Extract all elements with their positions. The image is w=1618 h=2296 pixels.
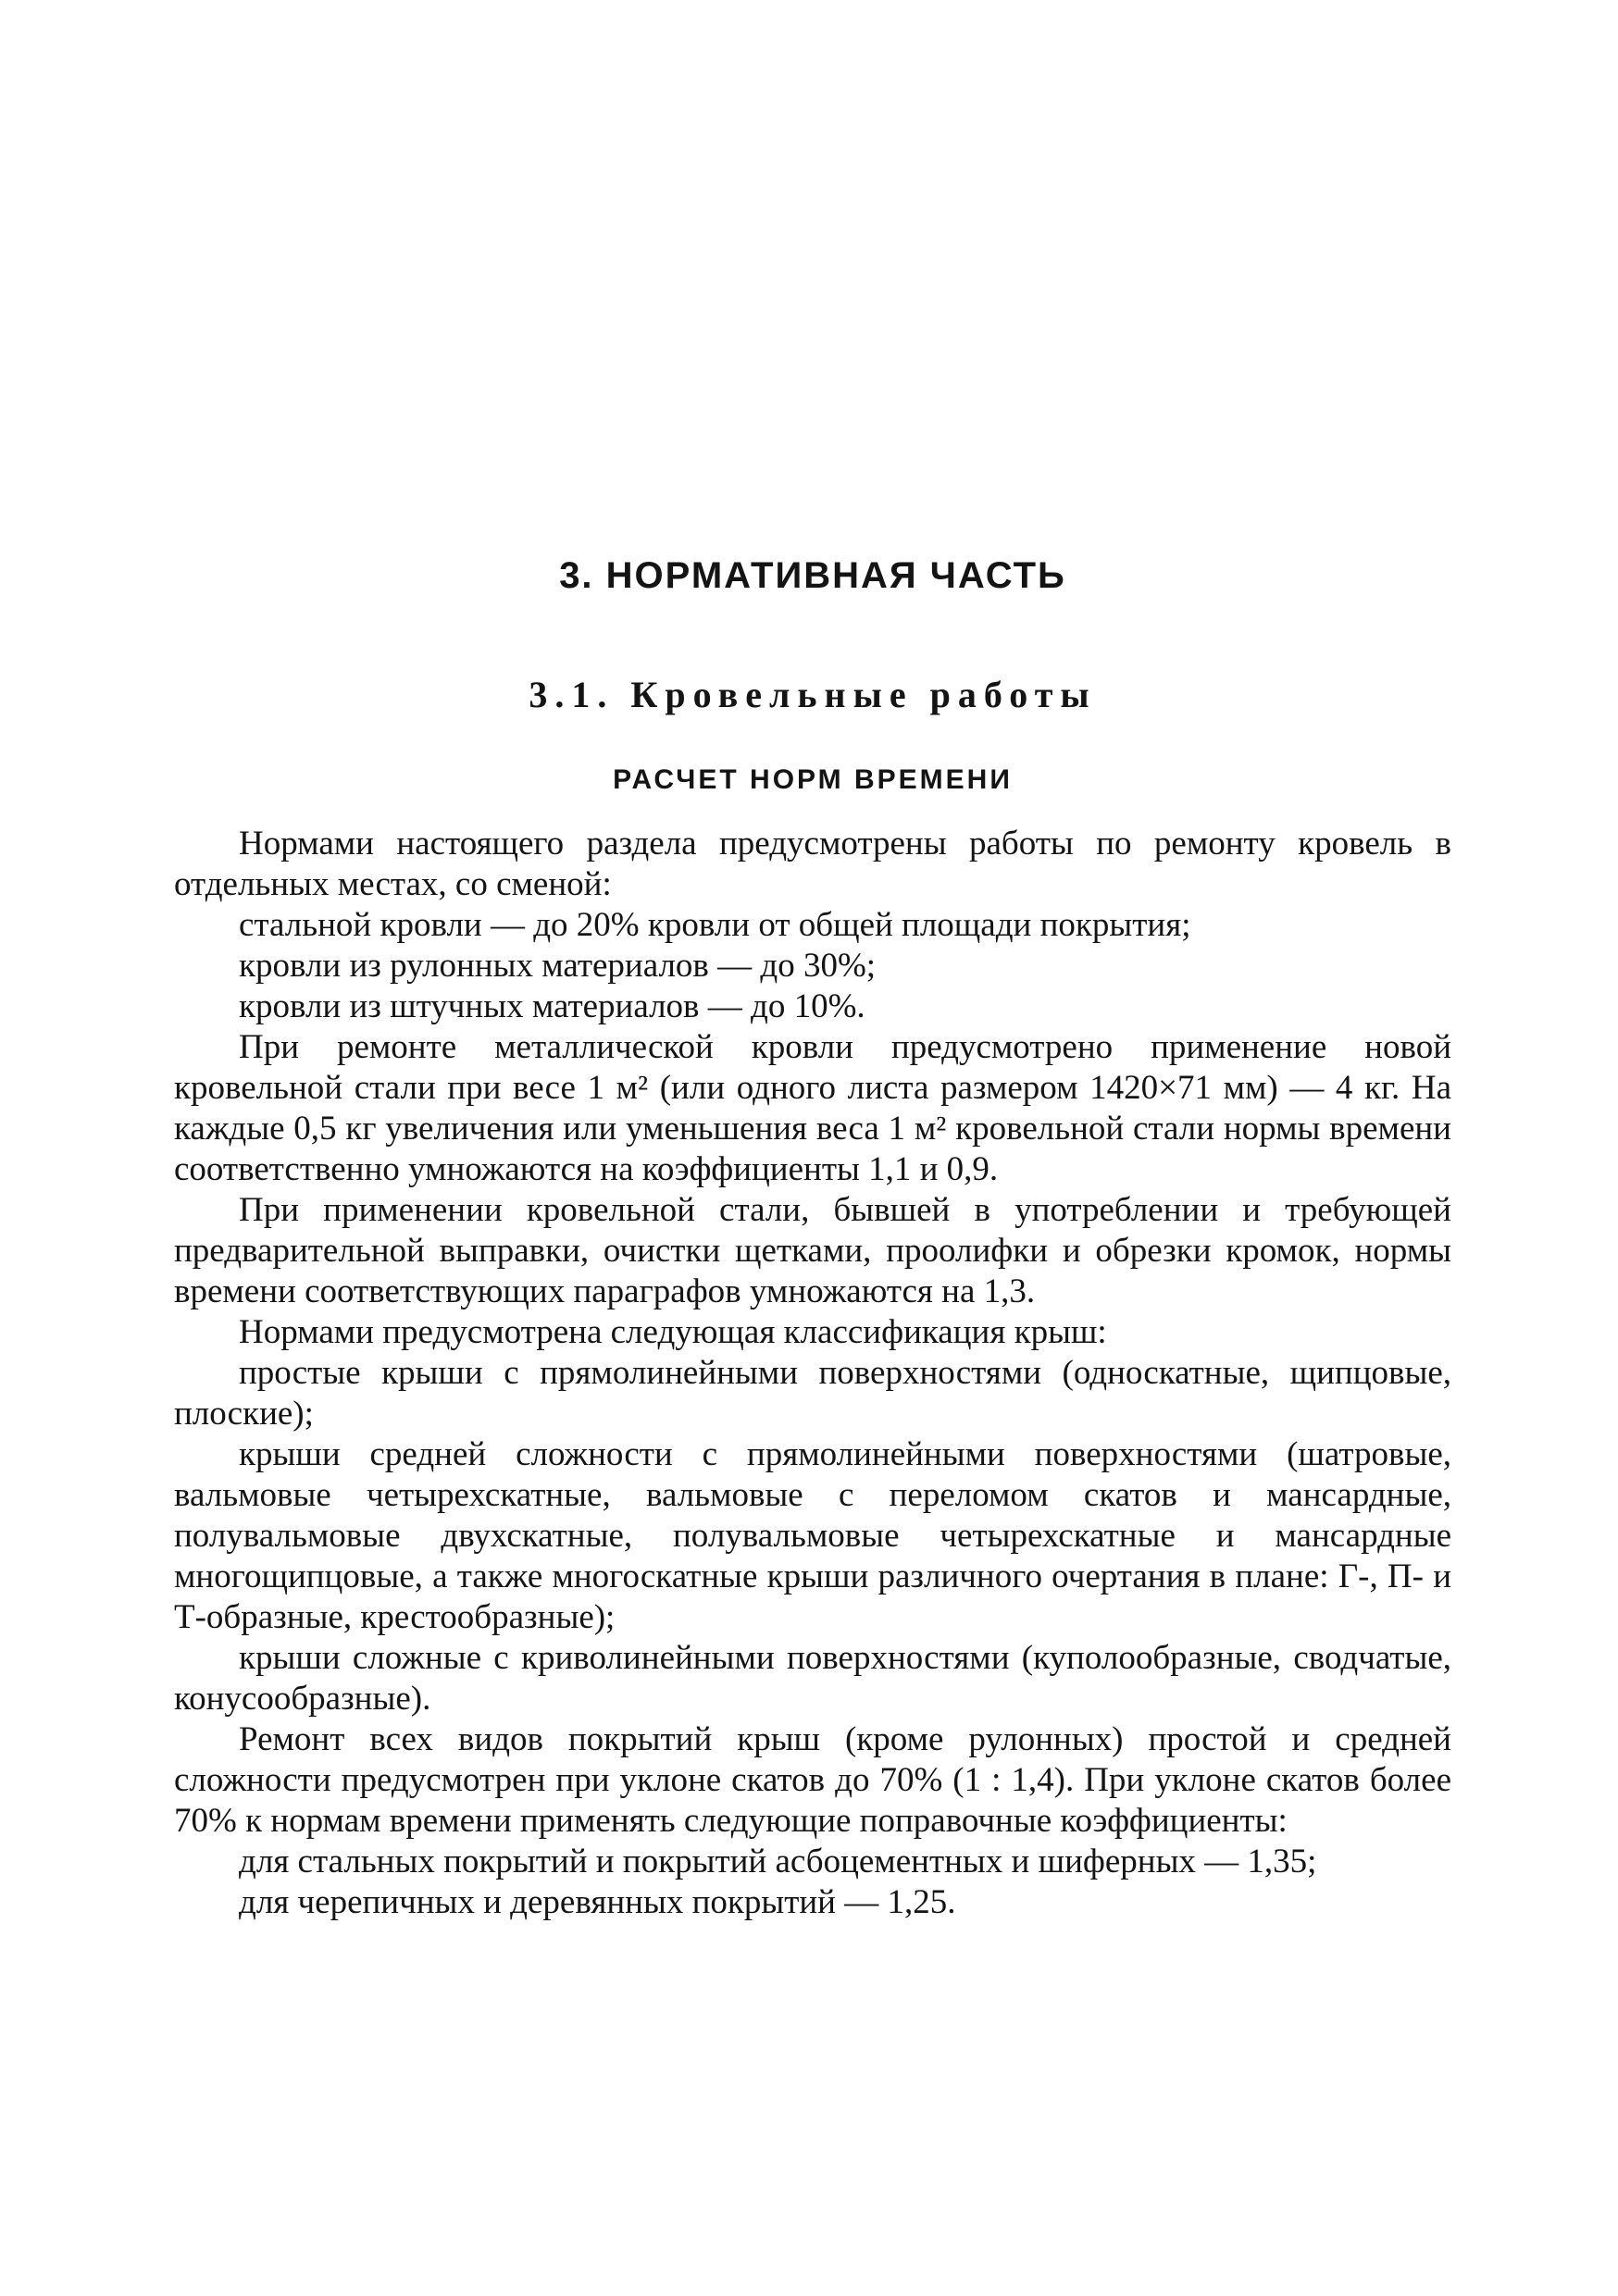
paragraph-classification: Нормами предусмотрена следующая классификация крыш: <box>239 1313 1107 1351</box>
paragraph-complex-roofs: крыши сложные с криволинейными поверхностями (куполообразные, сводчатые, конусообразные). <box>174 1639 1451 1718</box>
paragraph-medium-roofs: крыши средней сложности с прямолинейными поверхностями (шатровые, вальмовые четырехскатные, вальмовые с переломом скатов и мансардные, полувальмовые двухскатные, полувальмовые четырехскатные и мансардные многощипцовые, а также многоскатные крыши различного очертания в плане: Г-, П- и Т-образные, крестообразные); <box>174 1435 1451 1636</box>
subsection-title: 3.1. Кровельные работы <box>529 674 1097 715</box>
paragraph-coef-tile: для черепичных и деревянных покрытий — 1,25. <box>239 1883 956 1921</box>
heading-time-norms: РАСЧЕТ НОРМ ВРЕМЕНИ <box>613 764 1013 795</box>
document-page <box>174 555 1451 1923</box>
section-title: 3. НОРМАТИВНАЯ ЧАСТЬ <box>559 555 1066 596</box>
paragraph-steel-roof: стальной кровли — до 20% кровли от общей площади покрытия; <box>239 906 1191 944</box>
paragraph-simple-roofs: простые крыши с прямолинейными поверхностями (односкатные, щипцовые, плоские); <box>174 1354 1451 1433</box>
paragraph-intro: Нормами настоящего раздела предусмотрены работы по ремонту кровель в отдельных местах, со сменой: <box>174 825 1451 903</box>
paragraph-metal-repair: При ремонте металлической кровли предусмотрено применение новой кровельной стали при весе 1 м² (или одного листа размером 1420×71 мм) — 4 кг. На каждые 0,5 кг увеличения или уменьшения веса 1 м² кровельной стали нормы времени соответственно умножаются на коэффициенты 1,1 и 0,9. <box>174 1028 1451 1188</box>
paragraph-slope: Ремонт всех видов покрытий крыш (кроме рулонных) простой и средней сложности предусмотрен при уклоне скатов до 70% (1 : 1,4). При уклоне скатов более 70% к нормам времени применять следующие поправочные коэффициенты: <box>174 1720 1451 1840</box>
paragraph-used-steel: При применении кровельной стали, бывшей в употреблении и требующей предварительной выправки, очистки щетками, проолифки и обрезки кромок, нормы времени соответствующих параграфов умножаются на 1,3. <box>174 1191 1451 1310</box>
paragraph-piece-roof: кровли из штучных материалов — до 10%. <box>239 987 865 1025</box>
paragraph-rolled-roof: кровли из рулонных материалов — до 30%; <box>239 947 877 985</box>
body-text <box>174 824 1451 1923</box>
paragraph-coef-steel: для стальных покрытий и покрытий асбоцементных и шиферных — 1,35; <box>239 1843 1317 1880</box>
